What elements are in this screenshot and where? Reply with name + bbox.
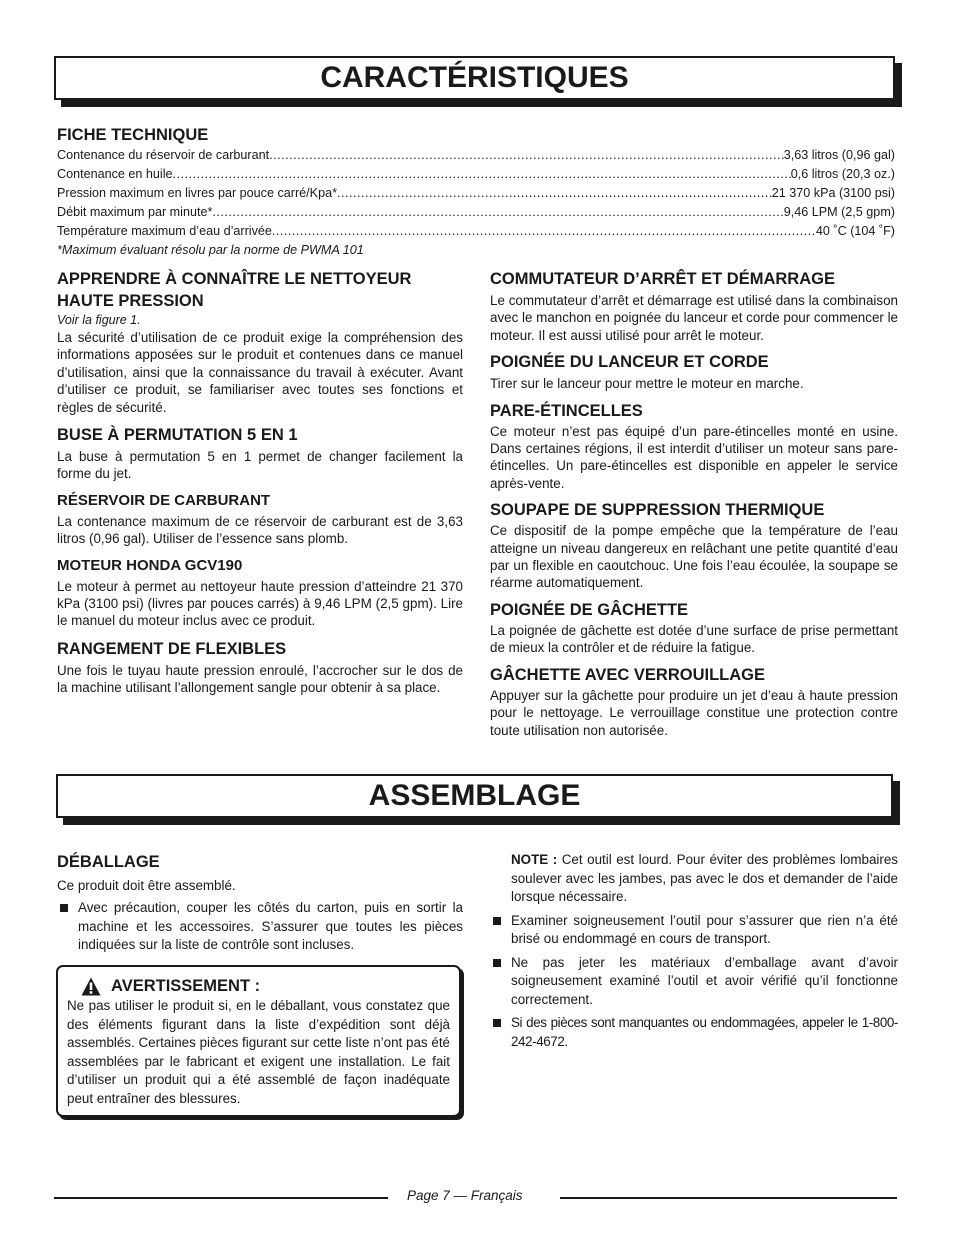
list-item [490,1014,898,1051]
section-text: Appuyer sur la gâchette pour produire un jet d’eau à haute pression pour le nettoyage. Le verrouillage constitue une protection contre toute utilisation non autorisée. [490,687,898,738]
assembly-list [490,912,898,1052]
section-heading: POIGNÉE DU LANCEUR ET CORDE [490,353,769,372]
deballage-intro: Ce produit doit être assemblé. [57,878,236,893]
section-heading: SOUPAPE DE SUPPRESSION THERMIQUE [490,501,825,520]
section-text: Le commutateur d’arrêt et démarrage est utilisé dans la combinaison avec le manchon en poignée du lanceur et corde pour commencer le moteur. Il est aussi utilisé pour arrêt le moteur. [490,293,898,343]
fiche-technique [57,124,895,260]
spec-value: 0,6 litros (20,3 oz.) [790,167,895,181]
warning-box [56,965,461,1117]
warning-header [81,975,450,997]
spec-label: Température maximum d’eau d’arrivée [57,224,272,238]
section-text: Tirer sur le lanceur pour mettre le moteur en marche. [490,376,804,392]
section-text: La buse à permutation 5 en 1 permet de changer facilement la forme du jet. [57,449,463,482]
spec-value: 21 370 kPa (3100 psi) [771,186,895,200]
section-text: Le moteur à permet au nettoyeur haute pression d’atteindre 21 370 kPa (3100 psi) (livres par pouces carrés) à 9,46 LPM (2,5 gpm). Lire le manuel du moteur inclus avec ce produit. [57,578,463,629]
footer-rule-left [54,1197,388,1199]
list-item [57,899,463,955]
page-footer: Page 7 — Français [407,1188,523,1203]
section-text: La poignée de gâchette est dotée d’une surface de prise permettant de mieux la contrôler et de réduire la fatigue. [490,622,898,656]
square-bullet-icon [493,1019,501,1027]
deballage-section [57,851,463,955]
list-item-text: Avec précaution, couper les côtés du carton, puis en sortir la machine et les accessoires. S’assurer que toutes les pièces indiquées sur la liste de contrôle sont incluses. [78,900,463,953]
section-heading: RANGEMENT DE FLEXIBLES [57,639,287,658]
list-item [490,912,898,949]
list-item [490,954,898,1010]
section-heading: GÂCHETTE AVEC VERROUILLAGE [490,665,766,684]
note-label: NOTE : [511,852,558,867]
assembly-right-column [490,851,898,1051]
spec-label: Pression maximum en livres par pouce carré/Kpa* [57,186,337,200]
square-bullet-icon [493,959,501,967]
section-heading: RÉSERVOIR DE CARBURANT [57,491,271,509]
section-text: Ce moteur n’est pas équipé d’un pare-étincelles monté en usine. Dans certaines régions, il est interdit d’utiliser un moteur sans pare-étincelles. Un pare-étincelles est disponible en appeler le service après-vente. [490,423,898,491]
section-text: La sécurité d’utilisation de ce produit exige la compréhension des informations apposées sur le produit et contenues dans ce manuel d’utilisation, ainsi que la connaissance du travail à exécuter. Avant d’utiliser ce produit, se familiariser avec toutes ses fonctions et règles de sécurité. [57,330,463,415]
spec-row [57,146,895,165]
spec-label: Contenance du réservoir de carburant [57,148,270,162]
assembly-title-banner [56,774,893,818]
section-heading: COMMUTATEUR D’ARRÊT ET DÉMARRAGE [490,270,835,288]
note-paragraph [490,851,898,907]
warning-triangle-icon [81,977,101,996]
footer-rule-right [560,1197,897,1199]
section-text: Ce dispositif de la pompe empêche que la température de l’eau atteigne un niveau dangereux en relâchant une petite quantité d’eau par un flexible en caoutchouc. Une fois l’eau écoulée, la soupape se réarme automatiquement. [490,523,898,591]
figure-reference: Voir la figure 1. [57,313,141,327]
spec-value: 40 ˚C (104 ˚F) [815,224,895,238]
list-item-text: Si des pièces sont manquantes ou endommagées, appeler le 1-800-242-4672. [511,1015,898,1049]
assembly-title: ASSEMBLAGE [368,779,581,812]
square-bullet-icon [493,917,501,925]
spec-row [57,203,895,222]
spec-label: Contenance en huile [57,167,173,181]
specs-title: CARACTÉRISTIQUES [320,61,629,94]
specs-title-banner [54,56,895,100]
section-text: La contenance maximum de ce réservoir de carburant est de 3,63 litros (0,96 gal). Utiliser de l’essence sans plomb. [57,513,463,547]
spec-row [57,165,895,184]
list-item-text: Ne pas jeter les matériaux d’emballage avant d’avoir soigneusement examiné l’outil et avoir vérifié qu’il fonctionne correctement. [511,954,898,1007]
deballage-heading: DÉBALLAGE [57,853,160,871]
spec-footnote: *Maximum évaluant résolu par la norme de PWMA 101 [57,243,364,257]
warning-heading: AVERTISSEMENT : [111,977,261,995]
deballage-list [57,899,463,955]
section-heading: APPRENDRE À CONNAÎTRE LE NETTOYEUR HAUTE PRESSION [57,270,412,310]
right-column [490,268,898,739]
section-heading: POIGNÉE DE GÂCHETTE [490,600,689,619]
section-heading: PARE-ÉTINCELLES [490,401,643,420]
left-column [57,268,463,697]
square-bullet-icon [60,904,68,912]
note-text: Cet outil est lourd. Pour éviter des problèmes lombaires soulever avec les jambes, pas avec le dos et demander de l’aide lorsque nécessaire. [511,852,898,904]
spec-value: 3,63 litros (0,96 gal) [783,148,895,162]
section-heading: MOTEUR HONDA GCV190 [57,556,243,574]
section-heading: BUSE À PERMUTATION 5 EN 1 [57,426,298,445]
spec-row [57,222,895,241]
list-item-text: Examiner soigneusement l’outil pour s’assurer que rien n’a été brisé ou endommagé en cours de transport. [511,912,898,946]
spec-row [57,184,895,203]
spec-label: Débit maximum par minute* [57,205,213,219]
warning-text: Ne pas utiliser le produit si, en le déballant, vous constatez que des éléments figurant dans la liste d’expédition sont déjà assemblés. Certaines pièces figurant sur cette liste n’ont pas été assemblées par le fabricant et exigent une installation. Le fait d’utiliser un produit qui a été assemblé de façon inadéquate peut entraîner des blessures. [67,998,450,1106]
fiche-heading: FICHE TECHNIQUE [57,126,209,144]
spec-value: 9,46 LPM (2,5 gpm) [783,205,895,219]
section-text: Une fois le tuyau haute pression enroulé, l’accrocher sur le dos de la machine utilisant l’allongement sangle pour obtenir à sa place. [57,662,463,696]
